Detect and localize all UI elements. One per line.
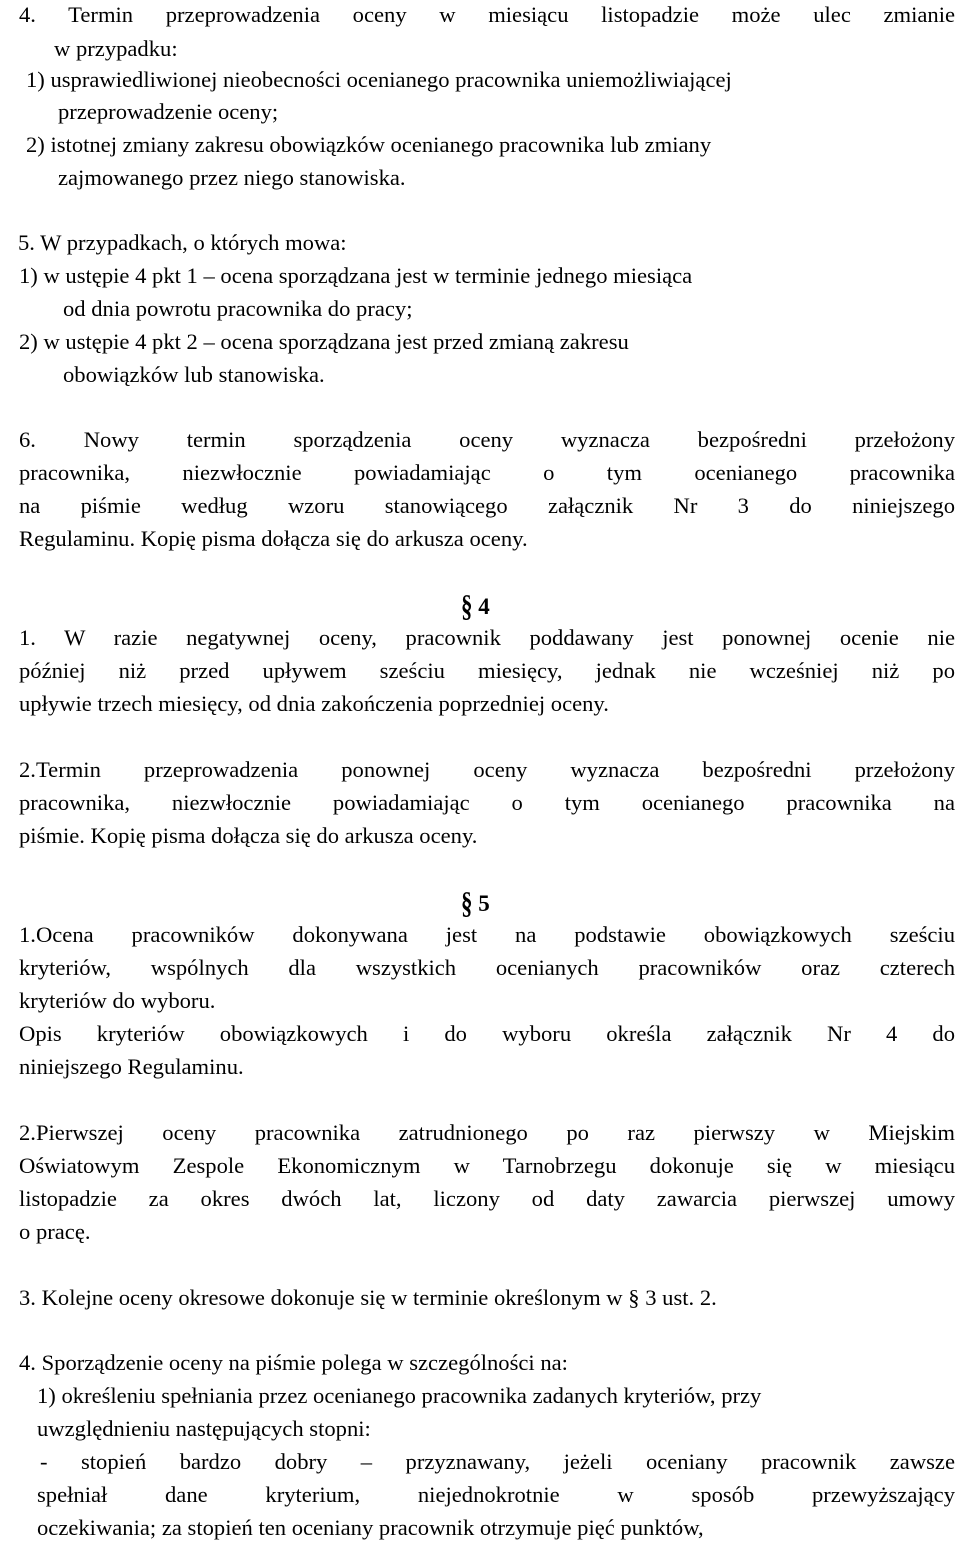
s5p1-line-2: kryteriów, wspólnych dla wszystkich ocenianych pracowników oraz czterech — [19, 955, 955, 980]
s5p2-line-4: o pracę. — [19, 1219, 91, 1244]
s4p1-line-1: 1. W razie negatywnej oceny, pracownik poddawany jest ponownej ocenie nie — [19, 625, 955, 650]
s5p4-line-3: uwzględnieniu następujących stopni: — [37, 1416, 371, 1441]
s5p2-line-1: 2.Pierwszej oceny pracownika zatrudnionego po raz pierwszy w Miejskim — [19, 1120, 955, 1145]
par6-line-3: na piśmie według wzoru stanowiącego załącznik Nr 3 do niniejszego — [19, 493, 955, 518]
par6-line-2: pracownika, niezwłocznie powiadamiając o tym ocenianego pracownika — [19, 460, 955, 485]
par5-line-2: 1) w ustępie 4 pkt 1 – ocena sporządzana jest w terminie jednego miesiąca — [19, 263, 693, 288]
section-4-heading — [461, 588, 490, 623]
s4p2-line-1: 2.Termin przeprowadzenia ponownej oceny wyznacza bezpośredni przełożony — [19, 757, 955, 782]
par6-line-4: Regulaminu. Kopię pisma dołącza się do arkusza oceny. — [19, 526, 528, 551]
section-number: 5 — [478, 891, 490, 916]
s5p1-line-4: Opis kryteriów obowiązkowych i do wyboru określa załącznik Nr 4 do — [19, 1021, 955, 1046]
s4p1-line-2: później niż przed upływem sześciu miesięcy, jednak nie wcześniej niż po — [19, 658, 955, 683]
par5-line-1: 5. W przypadkach, o których mowa: — [18, 230, 347, 255]
s5p4-line-4: - stopień bardzo dobry – przyznawany, jeżeli oceniany pracownik zawsze — [40, 1449, 955, 1474]
s4p2-line-2: pracownika, niezwłocznie powiadamiając o tym ocenianego pracownika na — [19, 790, 955, 815]
s5p4-line-5: spełniał dane kryterium, niejednokrotnie w sposób przewyższający — [37, 1482, 955, 1507]
section-symbol: § — [461, 588, 473, 623]
s5p3-line-1: 3. Kolejne oceny okresowe dokonuje się w terminie określonym w § 3 ust. 2. — [19, 1285, 717, 1310]
par4-line-5: 2) istotnej zmiany zakresu obowiązków ocenianego pracownika lub zmiany — [26, 132, 712, 157]
par5-line-5: obowiązków lub stanowiska. — [63, 362, 325, 387]
s5p4-line-6: oczekiwania; za stopień ten oceniany pracownik otrzymuje pięć punktów, — [37, 1515, 704, 1540]
par4-line-4: przeprowadzenie oceny; — [58, 99, 279, 124]
par6-line-1: 6. Nowy termin sporządzenia oceny wyznacza bezpośredni przełożony — [19, 427, 955, 452]
s5p2-line-3: listopadzie za okres dwóch lat, liczony od daty zawarcia pierwszej umowy — [19, 1186, 955, 1211]
section-symbol: § — [461, 885, 473, 920]
s5p4-line-1: 4. Sporządzenie oceny na piśmie polega w szczególności na: — [19, 1350, 568, 1375]
par5-line-3: od dnia powrotu pracownika do pracy; — [63, 296, 413, 321]
par4-line-3: 1) usprawiedliwionej nieobecności ocenianego pracownika uniemożliwiającej — [26, 67, 732, 92]
s5p1-line-3: kryteriów do wyboru. — [19, 988, 216, 1013]
s5p1-line-5: niniejszego Regulaminu. — [19, 1054, 244, 1079]
section-number: 4 — [478, 594, 490, 619]
par4-line-2: w przypadku: — [54, 36, 178, 61]
s5p4-line-2: 1) określeniu spełniania przez ocenianego pracownika zadanych kryteriów, przy — [37, 1383, 762, 1408]
s5p2-line-2: Oświatowym Zespole Ekonomicznym w Tarnobrzegu dokonuje się w miesiącu — [19, 1153, 955, 1178]
s4p1-line-3: upływie trzech miesięcy, od dnia zakończenia poprzedniej oceny. — [19, 691, 609, 716]
s4p2-line-3: piśmie. Kopię pisma dołącza się do arkusza oceny. — [19, 823, 478, 848]
section-5-heading — [461, 885, 490, 920]
par4-line-1: 4. Termin przeprowadzenia oceny w miesiącu listopadzie może ulec zmianie — [19, 2, 955, 27]
par4-line-6: zajmowanego przez niego stanowiska. — [58, 165, 406, 190]
s5p1-line-1: 1.Ocena pracowników dokonywana jest na podstawie obowiązkowych sześciu — [19, 922, 955, 947]
par5-line-4: 2) w ustępie 4 pkt 2 – ocena sporządzana jest przed zmianą zakresu — [19, 329, 629, 354]
